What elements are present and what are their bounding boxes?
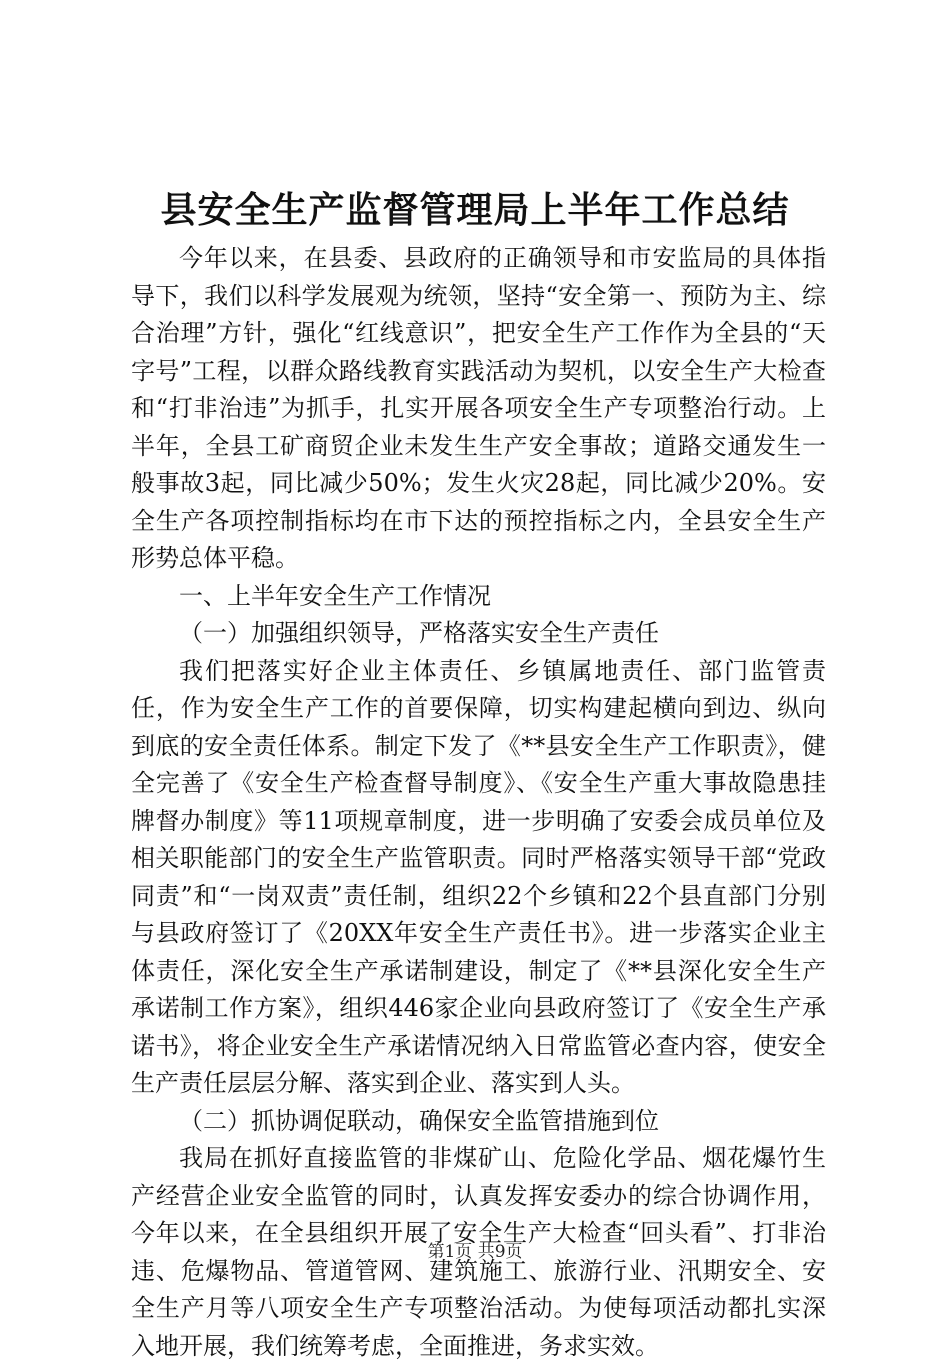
document-body [131, 240, 826, 1365]
subsection-heading-2: （二）抓协调促联动，确保安全监管措施到位 [179, 1106, 659, 1135]
document-title: 县安全生产监督管理局上半年工作总结 [160, 189, 790, 231]
section-heading: 一、上半年安全生产工作情况 [179, 581, 491, 610]
subsection-heading-1: （一）加强组织领导，严格落实安全生产责任 [179, 619, 659, 647]
intro-paragraph: 今年以来，在县委、县政府的正确领导和市安监局的具体指导下，我们以科学发展观为统领，坚持“安全第一、预防为主、综合治理”方针，强化“红线意识”，把安全生产工作作为全县的“天字号”工程，以群众路线教育实践活动为契机，以安全生产大检查和“打非治违”为抓手，扎实开展各项安全生产专项整治行动。上半年，全县工矿商贸企业未发生生产安全事故；道路交通发生一般事故3起，同比减少50%；发生火灾28起，同比减少20%。安全生产各项控制指标均在市下达的预控指标之内，全县安全生产形势总体平稳。 [131, 244, 826, 572]
body-paragraph-1: 我们把落实好企业主体责任、乡镇属地责任、部门监管责任，作为安全生产工作的首要保障，切实构建起横向到边、纵向到底的安全责任体系。制定下发了《**县安全生产工作职责》，健全完善了《安全生产检查督导制度》、《安全生产重大事故隐患挂牌督办制度》等11项规章制度，进一步明确了安委会成员单位及相关职能部门的安全生产监管职责。同时严格落实领导干部“党政同责”和“一岗双责”责任制，组织22个乡镇和22个县直部门分别与县政府签订了《20XX年安全生产责任书》。进一步落实企业主体责任，深化安全生产承诺制建设，制定了《**县深化安全生产承诺制工作方案》，组织446家企业向县政府签订了《安全生产承诺书》，将企业安全生产承诺情况纳入日常监管必查内容，使安全生产责任层层分解、落实到企业、落实到人头。 [131, 656, 826, 1097]
page-number-footer: 第1页 共9页 [427, 1242, 523, 1262]
body-paragraph-2: 我局在抓好直接监管的非煤矿山、危险化学品、烟花爆竹生产经营企业安全监管的同时，认真发挥安委办的综合协调作用，今年以来，在全县组织开展了安全生产大检查“回头看”、打非治违、危爆物品、管道管网、建筑施工、旅游行业、汛期安全、安全生产月等八项安全生产专项整治活动。为使每项活动都扎实深入地开展，我们统筹考虑，全面推进，务求实效。 [131, 1144, 826, 1360]
